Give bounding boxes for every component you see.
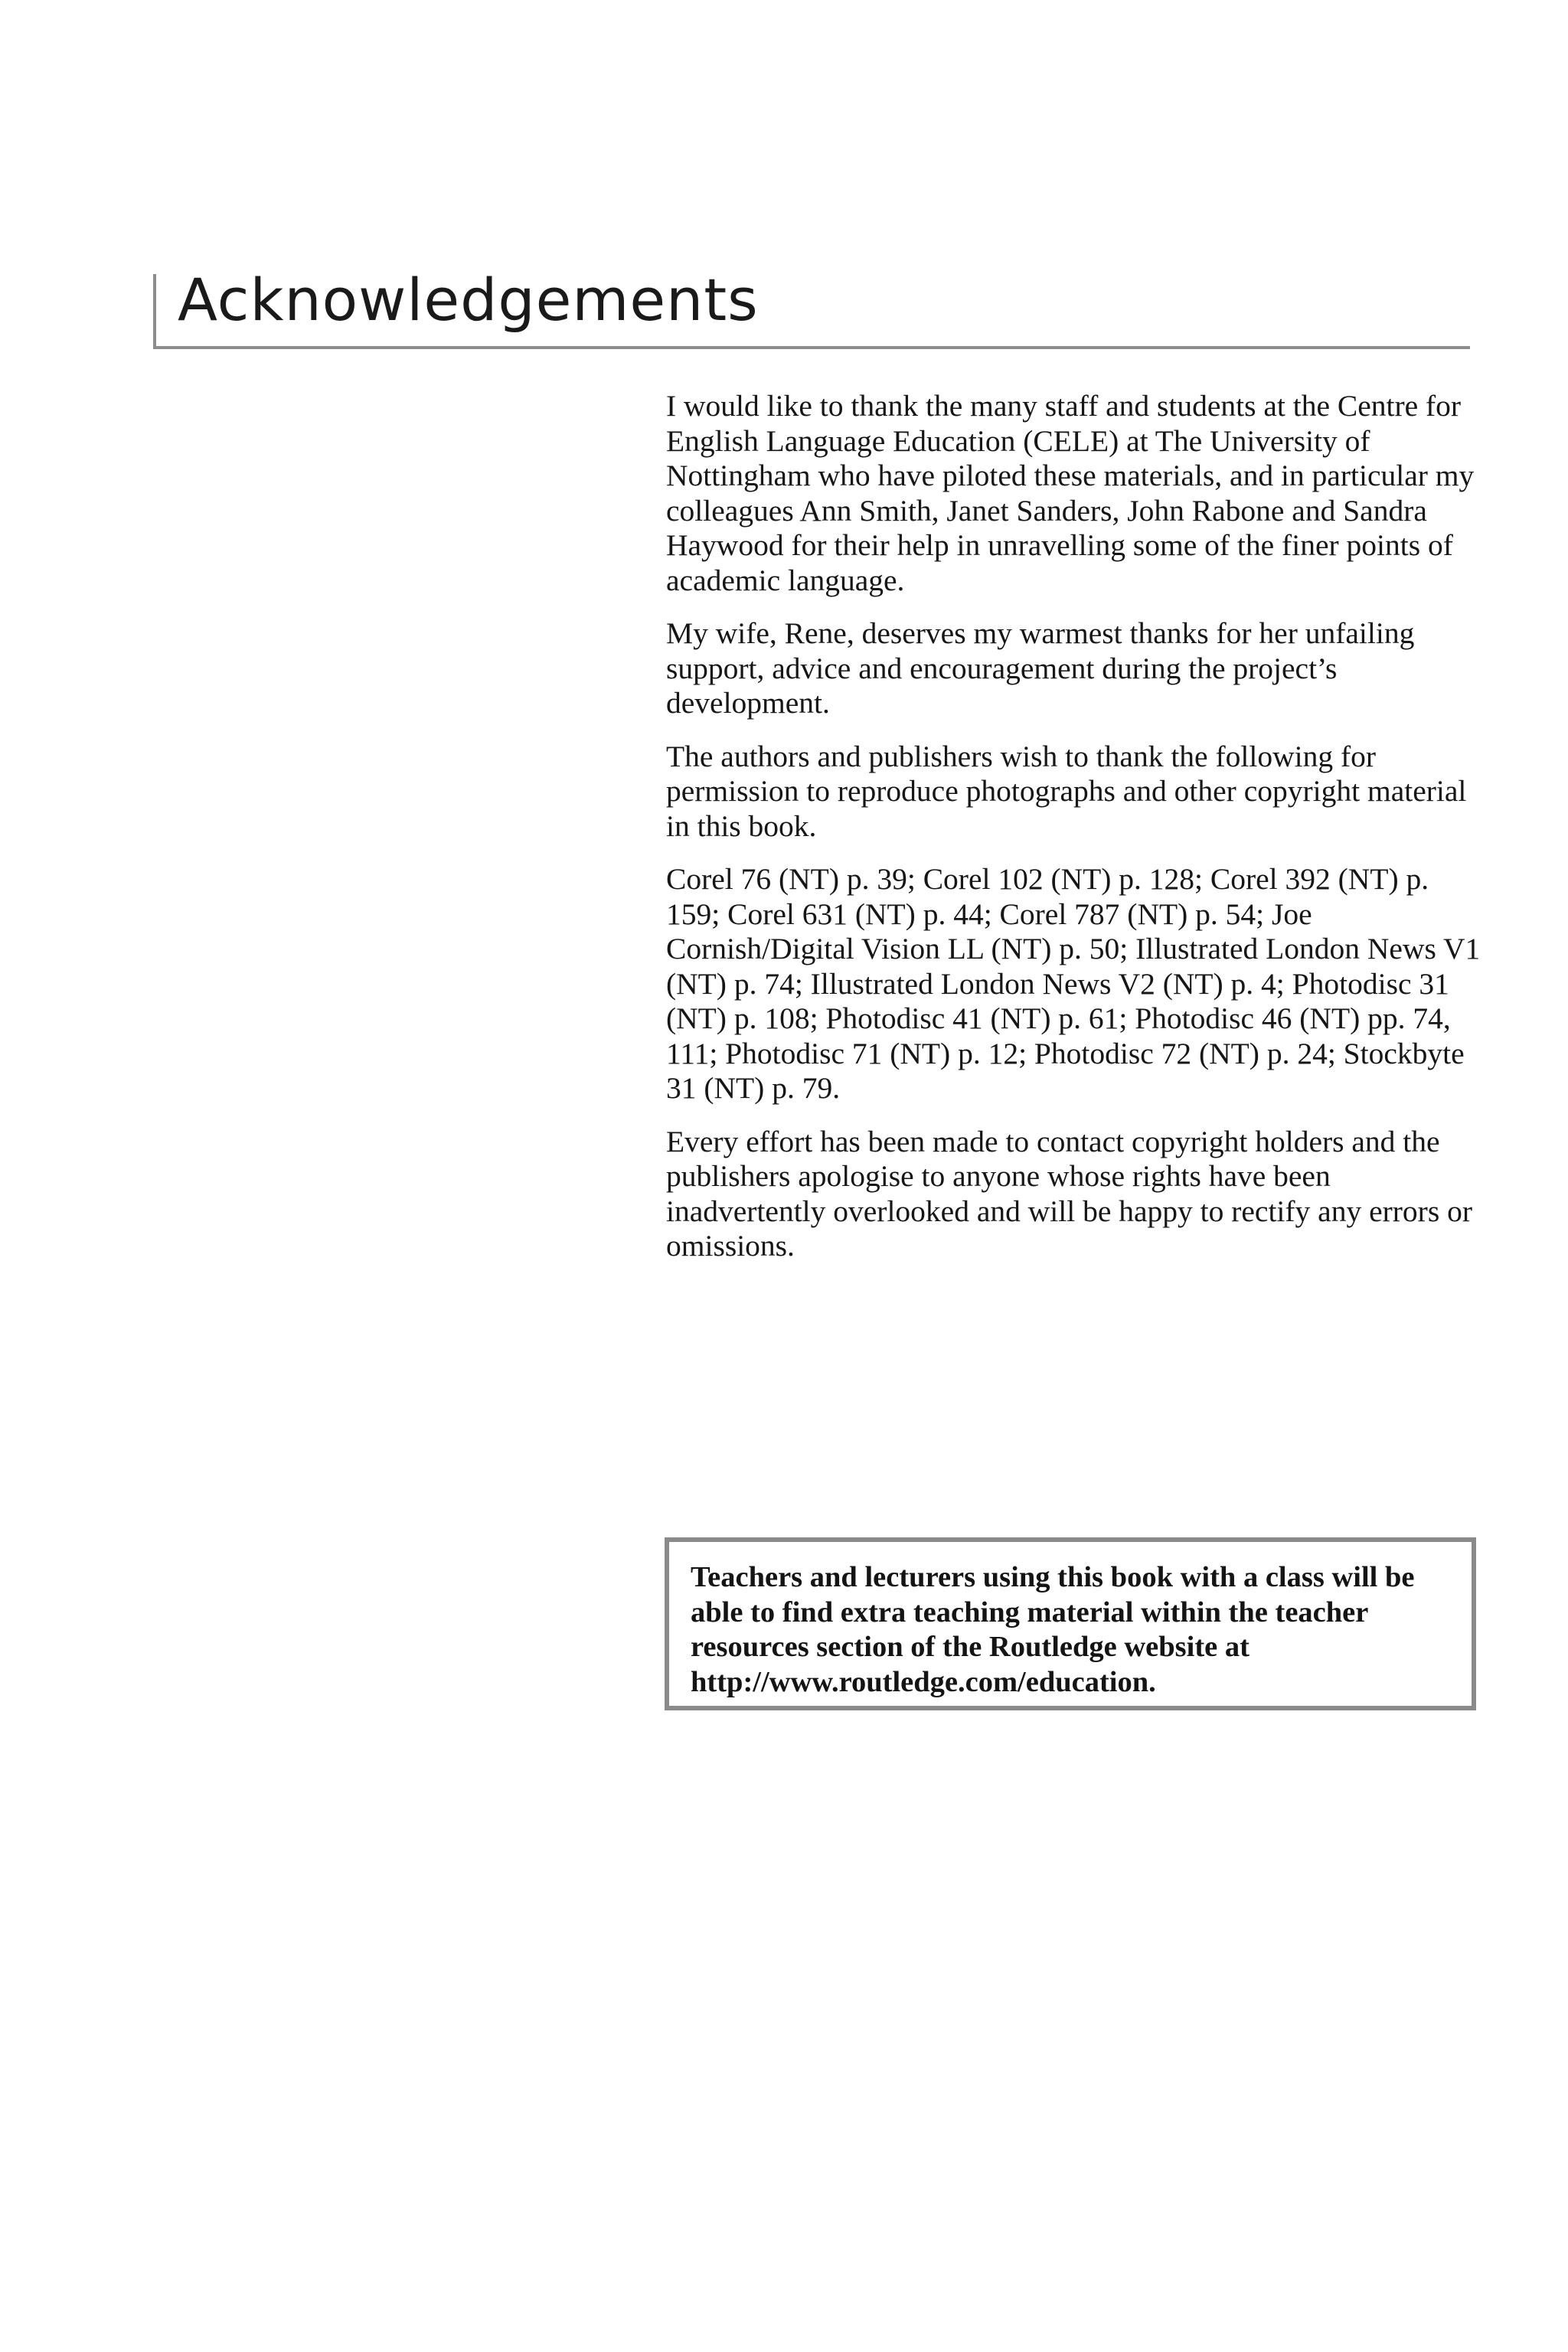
page-title: Acknowledgements bbox=[178, 266, 759, 334]
title-rule bbox=[153, 266, 1470, 349]
paragraph-thanks-staff: I would like to thank the many staff and students at the Centre for English Language Education (CELE) at The University of Nottingham who have piloted these materials, and in particular my colleagues Ann Smith, Janet Sanders, John Rabone and Sandra Haywood for their help in unravelling some of the finer points of academic language. bbox=[666, 389, 1475, 597]
paragraph-copyright-notice: Every effort has been made to contact copyright holders and the publishers apologise to anyone whose rights have been inadvertently overlooked and will be happy to rectify any errors or omissions. bbox=[666, 1124, 1472, 1263]
teacher-resources-note: Teachers and lecturers using this book with a class will be able to find extra teaching material within the teacher resources section of the Routledge website at http://www.routledge.com/education. bbox=[691, 1561, 1415, 1698]
paragraph-thanks-wife: My wife, Rene, deserves my warmest thanks for her unfailing support, advice and encouragement during the project’s development. bbox=[666, 616, 1415, 720]
teacher-resources-note-box bbox=[665, 1537, 1476, 1710]
acknowledgements-body bbox=[666, 389, 1481, 1282]
paragraph-photo-credits: Corel 76 (NT) p. 39; Corel 102 (NT) p. 128; Corel 392 (NT) p. 159; Corel 631 (NT) p. 44; Corel 787 (NT) p. 54; Joe Cornish/Digital Vision LL (NT) p. 50; Illustrated London News V1 (NT) p. 74; Illustrated London News V2 (NT) p. 4; Photodisc 31 (NT) p. 108; Photodisc 41 (NT) p. 61; Photodisc 46 (NT) pp. 74, 111; Photodisc 71 (NT) p. 12; Photodisc 72 (NT) p. 24; Stockbyte 31 (NT) p. 79. bbox=[666, 862, 1481, 1105]
paragraph-permissions: The authors and publishers wish to thank the following for permission to reproduce photographs and other copyright material in this book. bbox=[666, 739, 1467, 843]
